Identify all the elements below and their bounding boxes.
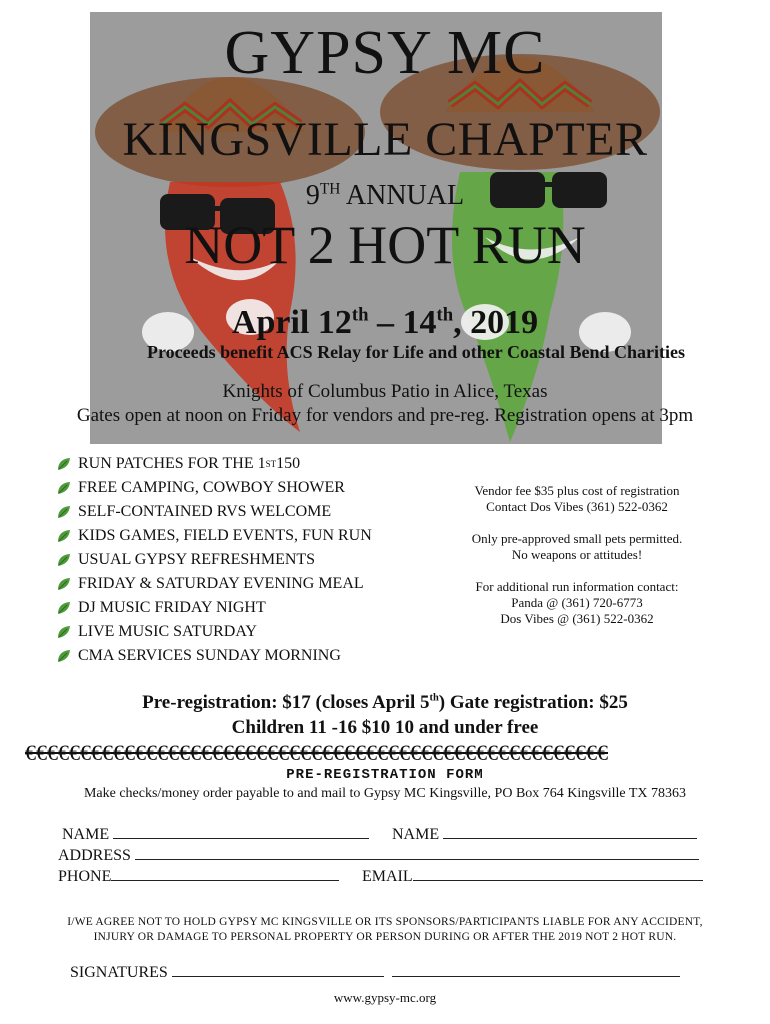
gates-text: Gates open at noon on Friday for vendors and pre-reg. Registration opens at 3pm bbox=[76, 405, 694, 426]
leaf-bullet-icon bbox=[56, 576, 72, 592]
feature-text: LIVE MUSIC SATURDAY bbox=[78, 623, 257, 640]
leaf-bullet-icon bbox=[56, 600, 72, 616]
address-label: ADDRESS bbox=[58, 847, 131, 864]
signatures-label: SIGNATURES bbox=[70, 964, 168, 981]
vendor-info bbox=[432, 483, 722, 643]
name-row-2 bbox=[392, 824, 697, 844]
address-row bbox=[58, 845, 699, 865]
signatures-row bbox=[70, 962, 680, 982]
list-item bbox=[56, 644, 436, 668]
list-item bbox=[56, 500, 436, 524]
gate-price: ) Gate registration: $25 bbox=[438, 692, 628, 713]
list-item bbox=[56, 596, 436, 620]
annual-word: ANNUAL bbox=[345, 180, 465, 211]
waiver-line-1: I/WE AGREE NOT TO HOLD GYPSY MC KINGSVILLE OR ITS SPONSORS/PARTICIPANTS LIABLE FOR ANY ACCIDENT, bbox=[67, 916, 703, 928]
pets-policy: Only pre-approved small pets permitted. bbox=[471, 531, 683, 546]
address-field[interactable] bbox=[135, 845, 699, 860]
club-title: GYPSY MC bbox=[224, 19, 546, 87]
pricing-line-2: Children 11 -16 $10 10 and under free bbox=[231, 717, 539, 738]
feature-text: CMA SERVICES SUNDAY MORNING bbox=[78, 647, 341, 664]
leaf-bullet-icon bbox=[56, 624, 72, 640]
list-item bbox=[56, 620, 436, 644]
name-field-2[interactable] bbox=[443, 824, 697, 839]
list-item bbox=[56, 476, 436, 500]
leaf-bullet-icon bbox=[56, 504, 72, 520]
phone-row bbox=[58, 866, 339, 886]
leaf-bullet-icon bbox=[56, 456, 72, 472]
contact-dos-vibes: Dos Vibes @ (361) 522-0362 bbox=[500, 611, 654, 626]
annual-suffix: TH bbox=[319, 180, 341, 198]
weapons-policy: No weapons or attitudes! bbox=[511, 547, 643, 562]
date-end-suffix: th bbox=[436, 304, 454, 326]
name-label-1: NAME bbox=[62, 826, 110, 843]
prereg-suffix: th bbox=[429, 692, 439, 704]
list-item bbox=[56, 548, 436, 572]
chapter-title: KINGSVILLE CHAPTER bbox=[122, 113, 648, 166]
contact-panda: Panda @ (361) 720-6773 bbox=[511, 595, 643, 610]
event-dates bbox=[0, 304, 770, 342]
date-end: – 14 bbox=[368, 304, 437, 341]
list-item bbox=[56, 524, 436, 548]
feature-text: FREE CAMPING, COWBOY SHOWER bbox=[78, 479, 345, 496]
feature-text: USUAL GYPSY REFRESHMENTS bbox=[78, 551, 316, 568]
name-field-1[interactable] bbox=[113, 824, 369, 839]
annual-number: 9 bbox=[305, 180, 320, 211]
waiver-line-2: INJURY OR DAMAGE TO PERSONAL PROPERTY OR PERSON DURING OR AFTER THE 2019 NOT 2 HOT RUN. bbox=[93, 931, 677, 943]
feature-text: SELF-CONTAINED RVS WELCOME bbox=[78, 503, 332, 520]
phone-label: PHONE bbox=[58, 868, 112, 885]
annual-label bbox=[0, 180, 770, 212]
leaf-bullet-icon bbox=[56, 552, 72, 568]
leaf-bullet-icon bbox=[56, 528, 72, 544]
phone-field[interactable] bbox=[111, 866, 339, 881]
date-start: April 12 bbox=[231, 304, 352, 341]
features-list bbox=[56, 452, 436, 668]
email-label: EMAIL bbox=[362, 868, 413, 885]
feature-tail: 150 bbox=[276, 455, 301, 472]
form-instructions: Make checks/money order payable to and mail to Gypsy MC Kingsville, PO Box 764 Kingsville TX 78363 bbox=[83, 786, 687, 801]
signature-field-2[interactable] bbox=[392, 962, 680, 977]
info-heading: For additional run information contact: bbox=[475, 579, 679, 594]
prereg-price: Pre-registration: $17 (closes April 5 bbox=[142, 692, 430, 713]
leaf-bullet-icon bbox=[56, 480, 72, 496]
pricing-line-1 bbox=[0, 692, 770, 714]
name-label-2: NAME bbox=[392, 826, 440, 843]
feature-text: DJ MUSIC FRIDAY NIGHT bbox=[78, 599, 266, 616]
date-start-suffix: th bbox=[351, 304, 369, 326]
list-item bbox=[56, 572, 436, 596]
location-text: Knights of Columbus Patio in Alice, Texas bbox=[222, 381, 548, 402]
website-link[interactable]: www.gypsy-mc.org bbox=[333, 990, 437, 1005]
vendor-contact: Contact Dos Vibes (361) 522-0362 bbox=[486, 499, 668, 514]
feature-text: RUN PATCHES FOR THE 1 bbox=[78, 455, 266, 472]
vendor-fee: Vendor fee $35 plus cost of registration bbox=[474, 483, 680, 498]
email-field[interactable] bbox=[413, 866, 703, 881]
email-row bbox=[362, 866, 703, 886]
form-title: PRE-REGISTRATION FORM bbox=[286, 767, 484, 783]
feature-text: FRIDAY & SATURDAY EVENING MEAL bbox=[78, 575, 364, 592]
proceeds-text: Proceeds benefit ACS Relay for Life and other Coastal Bend Charities bbox=[147, 342, 685, 362]
feature-text: KIDS GAMES, FIELD EVENTS, FUN RUN bbox=[78, 527, 372, 544]
date-year: , 2019 bbox=[453, 304, 539, 341]
euro-divider: €€€€€€€€€€€€€€€€€€€€€€€€€€€€€€€€€€€€€€€€€€€€€€€€€€€€€ bbox=[25, 740, 608, 765]
name-row bbox=[62, 824, 369, 844]
event-title: NOT 2 HOT RUN bbox=[184, 215, 586, 275]
list-item: RUN PATCHES FOR THE 1 ST 150 bbox=[56, 452, 436, 476]
leaf-bullet-icon bbox=[56, 648, 72, 664]
signature-field-1[interactable] bbox=[172, 962, 384, 977]
